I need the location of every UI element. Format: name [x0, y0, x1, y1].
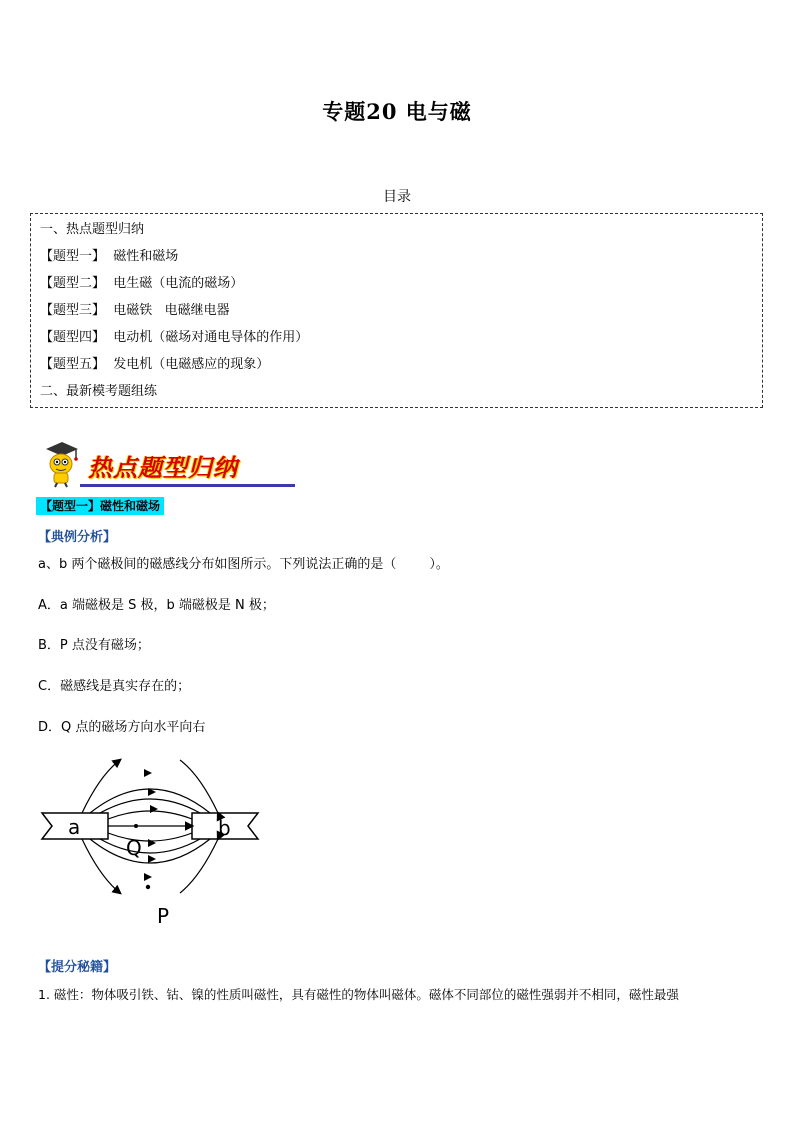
section-banner: [38, 440, 260, 490]
option-c: C．磁感线是真实存在的；: [38, 679, 191, 694]
question-text: a、b 两个磁极间的磁感线分布如图所示。下列说法正确的是（ ）。: [38, 557, 449, 572]
option-a: A．a 端磁极是 S 极，b 端磁极是 N 极；: [38, 598, 275, 613]
banner-underline: [80, 484, 295, 487]
question-type-tag: 【题型一】磁性和磁场: [36, 497, 164, 515]
label-a: a: [68, 815, 81, 839]
graduate-mascot-icon: [38, 440, 84, 488]
label-p: P: [157, 904, 170, 928]
toc-heading: 目录: [383, 189, 411, 205]
label-q: Q: [126, 836, 142, 860]
toc-item[interactable]: 【题型五】 发电机（电磁感应的现象）: [40, 357, 270, 372]
page-title: 专题20 电与磁: [322, 99, 472, 124]
magnetic-field-diagram: [40, 755, 265, 930]
toc-item[interactable]: 【题型二】 电生磁（电流的磁场）: [40, 276, 244, 291]
toc-item[interactable]: 【题型四】 电动机（磁场对通电导体的作用）: [40, 330, 309, 345]
toc-item[interactable]: 【题型一】 磁性和磁场: [40, 249, 179, 264]
banner-title: 热点题型归纳: [88, 454, 238, 482]
label-b: b: [218, 816, 231, 840]
tips-text: 1. 磁性：物体吸引铁、钴、镍的性质叫磁性，具有磁性的物体叫磁体。磁体不同部位的磁性强弱并不相同，磁性最强: [38, 987, 679, 1002]
tips-label: 【提分秘籍】: [38, 960, 117, 975]
toc-item[interactable]: 一、热点题型归纳: [40, 222, 145, 237]
option-b: B．P 点没有磁场；: [38, 638, 150, 653]
table-of-contents: [30, 213, 763, 408]
toc-item[interactable]: 【题型三】 电磁铁 电磁继电器: [40, 303, 230, 318]
example-analysis-label: 【典例分析】: [38, 530, 117, 545]
toc-item[interactable]: 二、最新模考题组练: [40, 384, 158, 399]
option-d: D．Q 点的磁场方向水平向右: [38, 720, 206, 735]
